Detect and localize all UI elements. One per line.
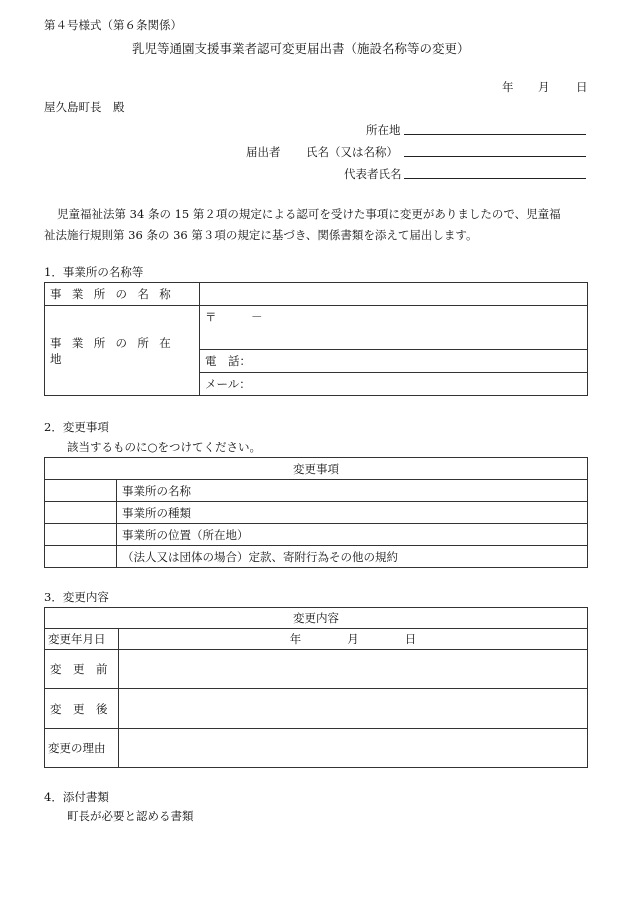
representative-label: 代表者氏名 bbox=[344, 167, 402, 181]
intro-text-line1: 児童福祉法第 34 条の 15 第２項の規定による認可を受けた事項に変更がありましたので、児童福 bbox=[57, 207, 561, 221]
addressee: 屋久島町長 殿 bbox=[44, 100, 125, 114]
date-day-label: 日 bbox=[576, 80, 588, 94]
change-date-cell[interactable]: 年 月 日 bbox=[119, 629, 588, 650]
section1-heading: 1．事業所の名称等 bbox=[44, 265, 144, 279]
attachments-content: 町長が必要と認める書類 bbox=[67, 809, 194, 823]
before-cell[interactable] bbox=[119, 650, 588, 689]
name-line[interactable] bbox=[404, 156, 586, 157]
section4-heading: 4．添付書類 bbox=[44, 790, 109, 804]
intro-text-line2: 祉法施行規則第 36 条の 36 第３項の規定に基づき、関係書類を添えて届出します。 bbox=[44, 228, 478, 242]
phone-cell[interactable] bbox=[200, 350, 588, 373]
change-item-1: 事業所の名称 bbox=[117, 480, 588, 502]
facility-address-label: 事業所の所在地 bbox=[45, 306, 200, 396]
location-line[interactable] bbox=[404, 134, 586, 135]
form-number: 第４号様式（第６条関係） bbox=[44, 18, 182, 32]
email-cell[interactable] bbox=[200, 373, 588, 396]
facility-name-cell[interactable] bbox=[200, 283, 588, 306]
name-label: 氏名（又は名称） bbox=[306, 145, 398, 159]
postal-cell[interactable] bbox=[200, 306, 588, 350]
document-title: 乳児等通園支援事業者認可変更届出書（施設名称等の変更） bbox=[132, 41, 470, 56]
email-label: メール： bbox=[205, 377, 251, 391]
change-item-2: 事業所の種類 bbox=[117, 502, 588, 524]
check-cell-3[interactable] bbox=[45, 524, 117, 546]
section2-instruction: 該当するものに○をつけてください。 bbox=[67, 440, 262, 454]
before-label: 変 更 前 bbox=[45, 650, 119, 689]
facility-table bbox=[44, 282, 588, 396]
facility-name-label: 事業所の名称 bbox=[45, 283, 200, 306]
check-cell-4[interactable] bbox=[45, 546, 117, 568]
after-cell[interactable] bbox=[119, 689, 588, 729]
reason-label: 変更の理由 bbox=[45, 729, 119, 768]
section2-heading: 2．変更事項 bbox=[44, 420, 109, 434]
check-cell-1[interactable] bbox=[45, 480, 117, 502]
representative-line[interactable] bbox=[404, 178, 586, 179]
change-date-label: 変更年月日 bbox=[45, 629, 119, 650]
after-label: 変 更 後 bbox=[45, 689, 119, 729]
reason-cell[interactable] bbox=[119, 729, 588, 768]
date-month-label: 月 bbox=[538, 80, 550, 94]
change-items-table bbox=[44, 457, 588, 568]
change-item-4: （法人又は団体の場合）定款、寄附行為その他の規約 bbox=[117, 546, 588, 568]
change-content-header: 変更内容 bbox=[45, 608, 588, 629]
check-cell-2[interactable] bbox=[45, 502, 117, 524]
change-content-table bbox=[44, 607, 588, 768]
postal-label: 〒 － bbox=[205, 310, 263, 324]
phone-label: 電 話： bbox=[205, 354, 251, 368]
location-label: 所在地 bbox=[366, 123, 401, 137]
applicant-label: 届出者 bbox=[246, 145, 281, 159]
date-year-label: 年 bbox=[502, 80, 514, 94]
change-items-header: 変更事項 bbox=[45, 458, 588, 480]
change-item-3: 事業所の位置（所在地） bbox=[117, 524, 588, 546]
section3-heading: 3．変更内容 bbox=[44, 590, 109, 604]
